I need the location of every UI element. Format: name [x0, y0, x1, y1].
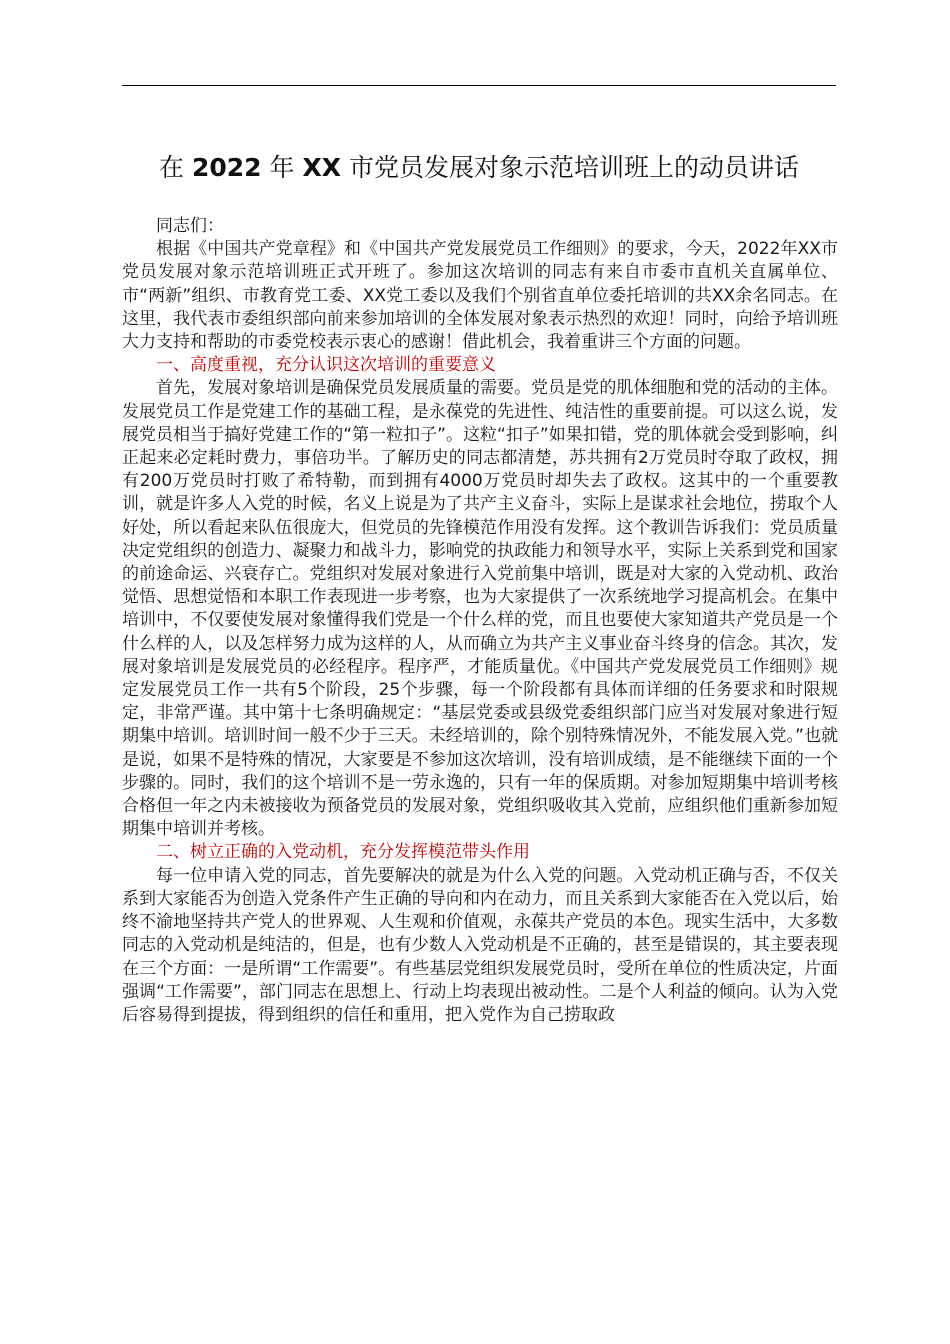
title-prefix: 在: [158, 153, 184, 182]
section-heading-2: 二、树立正确的入党动机，充分发挥模范带头作用: [156, 842, 530, 863]
paragraph-section-1: 首先，发展对象培训是确保党员发展质量的需要。党员是党的肌体细胞和党的活动的主体。发展党员工作是党建工作的基础工程，是永葆党的先进性、纯洁性的重要前提。可以这么说，发展党员相当于搞好党建工作的“第一粒扣子”。这粒“扣子”如果扣错，党的肌体就会受到影响，纠正起来必定耗时费力，事倍功半。了解历史的同志都清楚，苏共拥有2万党员时夺取了政权，拥有200万党员时打败了希特勒，而到拥有4000万党员时却失去了政权。这其中的一个重要教训，就是许多人入党的时候，名义上说是为了共产主义奋斗，实际上是谋求社会地位，捞取个人好处，所以看起来队伍很庞大，但党员的先锋模范作用没有发挥。这个教训告诉我们：党员质量决定党组织的创造力、凝聚力和战斗力，影响党的执政能力和领导水平，实际上关系到党和国家的前途命运、兴衰存亡。党组织对发展对象进行入党前集中培训，既是对大家的入党动机、政治觉悟、思想觉悟和本职工作表现进一步考察，也为大家提供了一次系统地学习提高机会。在集中培训中，不仅要使发展对象懂得我们党是一个什么样的党，而且也要使大家知道共产党员是一个什么样的人，以及怎样努力成为这样的人，从而确立为共产主义事业奋斗终身的信念。其次，发展对象培训是发展党员的必经程序。程序严，才能质量优。《中国共产党发展党员工作细则》规定发展党员工作一共有5个阶段，25个步骤，每一个阶段都有具体而详细的任务要求和时限规定，非常严谨。其中第十七条明确规定：“基层党委或县级党委组织部门应当对发展对象进行短期集中培训。培训时间一般不少于三天。未经培训的，除个别特殊情况外，不能发展入党。”也就是说，如果不是特殊的情况，大家要是不参加这次培训，没有培训成绩，是不能继续下面的一个步骤的。同时，我们的这个培训不是一劳永逸的，只有一年的保质期。对参加短期集中培训考核合格但一年之内未被接收为预备党员的发展对象，党组织吸收其入党前，应组织他们重新参加短期集中培训并考核。: [122, 378, 838, 840]
title-year: 2022: [191, 153, 262, 182]
salutation: 同志们：: [156, 216, 224, 236]
title-suffix: 市党员发展对象示范培训班上的动员讲话: [348, 153, 799, 182]
speech-body: [122, 215, 838, 1027]
header-rule: [122, 85, 836, 86]
paragraph-section-2: 每一位申请入党的同志，首先要解决的就是为什么入党的问题。入党动机正确与否，不仅关系到大家能否为创造入党条件产生正确的导向和内在动力，而且关系到大家能否在入党以后，始终不渝地坚持共产党人的世界观、人生观和价值观，永葆共产党员的本色。现实生活中，大多数同志的入党动机是纯洁的，但是，也有少数人入党动机是不正确的，甚至是错误的，其主要表现在三个方面：一是所谓“工作需要”。有些基层党组织发展党员时，受所在单位的性质决定，片面强调“工作需要”，部门同志在思想上、行动上均表现出被动性。二是个人利益的倾向。认为入党后容易得到提拔，得到组织的信任和重用，把入党作为自己捞取政: [122, 865, 838, 1025]
title-mid: 年: [269, 153, 295, 182]
section-heading-1: 一、高度重视，充分认识这次培训的重要意义: [156, 355, 496, 376]
paragraph-opening: 根据《中国共产党章程》和《中国共产党发展党员工作细则》的要求，今天，2022年XX市党员发展对象示范培训班正式开班了。参加这次培训的同志有来自市委市直机关直属单位、市“两新”组织、市教育党工委、XX党工委以及我们个别省直单位委托培训的共XX余名同志。在这里，我代表市委组织部向前来参加培训的全体发展对象表示热烈的欢迎！同时，向给予培训班大力支持和帮助的市委党校表示衷心的感谢！借此机会，我着重讲三个方面的问题。: [122, 239, 838, 353]
title-xx: XX: [302, 153, 342, 182]
page-title: [100, 150, 858, 186]
